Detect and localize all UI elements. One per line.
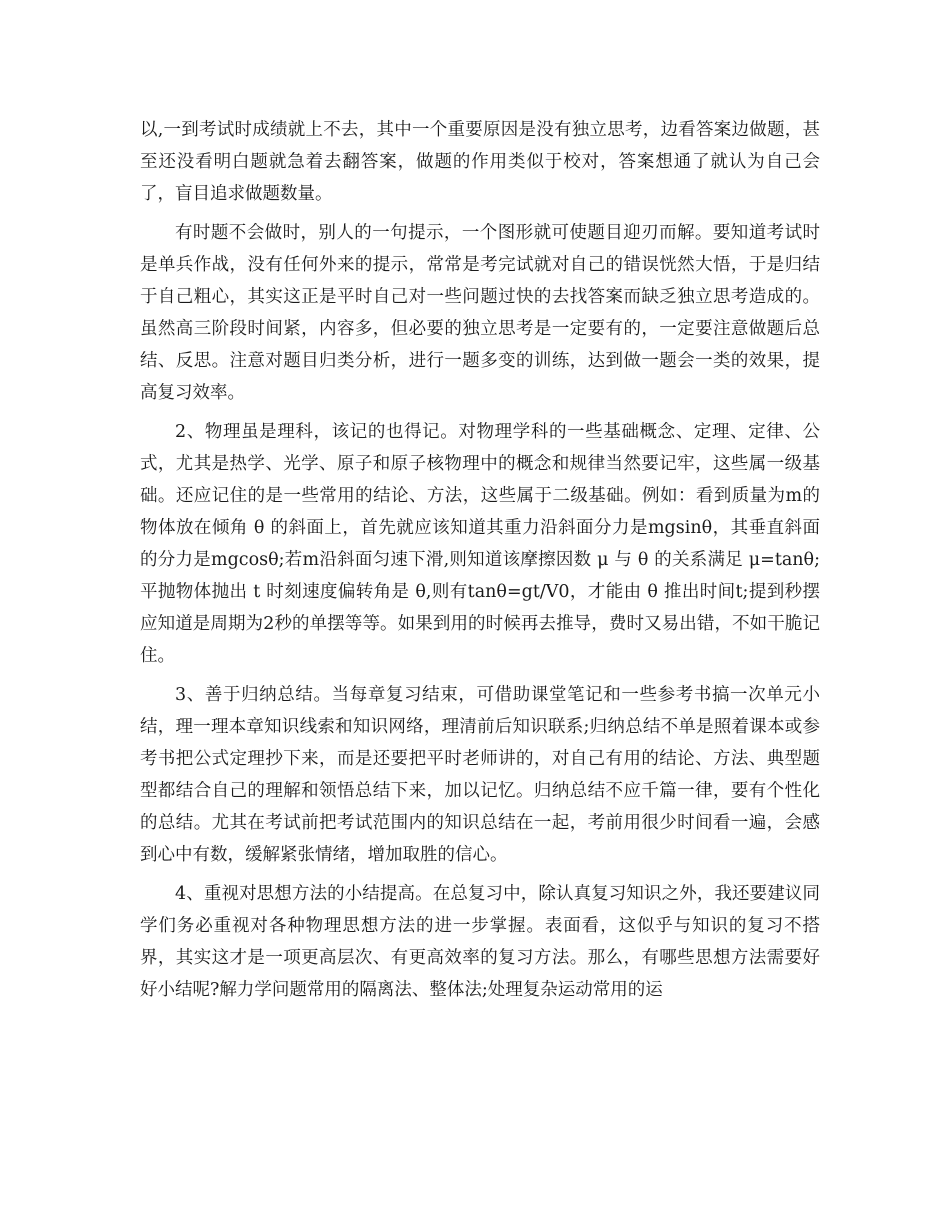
paragraph-independent-thinking: 有时题不会做时，别人的一句提示，一个图形就可使题目迎刃而解。要知道考试时是单兵作战，没有任何外来的提示，常常是考完试就对自己的错误恍然大悟，于是归结于自己粗心，其实这正是平时自己对一些问题过快的去找答案而缺乏独立思考造成的。虽然高三阶段时间紧，内容多，但必要的独立思考是一定要有的，一定要注意做题后总结、反思。注意对题目归类分析，进行一题多变的训练，达到做一题会一类的效果，提高复习效率。	[140, 223, 820, 403]
document-body	[140, 114, 820, 1013]
paragraph-point-3-summarize: 3、善于归纳总结。当每章复习结束，可借助课堂笔记和一些参考书搞一次单元小结，理一理本章知识线索和知识网络，理清前后知识联系;归纳总结不单是照着课本或参考书把公式定理抄下来，而是还要把平时老师讲的，对自己有用的结论、方法、典型题型都结合自己的理解和领悟总结下来，加以记忆。归纳总结不应千篇一律，要有个性化的总结。尤其在考试前把考试范围内的知识总结在一起，考前用很少时间看一遍，会感到心中有数，缓解紧张情绪，增加取胜的信心。	[140, 685, 820, 865]
paragraph-continuation: 以,一到考试时成绩就上不去，其中一个重要原因是没有独立思考，边看答案边做题，甚至还没看明白题就急着去翻答案，做题的作用类似于校对，答案想通了就认为自己会了，盲目追求做题数量。	[140, 120, 820, 204]
paragraph-point-2-memorize: 2、物理虽是理科，该记的也得记。对物理学科的一些基础概念、定理、定律、公式，尤其是热学、光学、原子和原子核物理中的概念和规律当然要记牢，这些属一级基础。还应记住的是一些常用的结论、方法，这些属于二级基础。例如：看到质量为m的物体放在倾角 θ 的斜面上，首先就应该知道其重力沿斜面分力是mgsinθ，其垂直斜面的分力是mgcosθ;若m沿斜面匀速下滑,则知道该摩擦因数 μ 与 θ 的关系满足 μ=tanθ;平抛物体抛出 t 时刻速度偏转角是 θ,则有tanθ=gt/V0，才能由 θ 推出时间t;提到秒摆应知道是周期为2秒的单摆等等。如果到用的时候再去推导，费时又易出错，不如干脆记住。	[140, 422, 820, 666]
paragraph-point-4-methods: 4、重视对思想方法的小结提高。在总复习中，除认真复习知识之外，我还要建议同学们务必重视对各种物理思想方法的进一步掌握。表面看，这似乎与知识的复习不搭界，其实这才是一项更高层次、有更高效率的复习方法。那么，有哪些思想方法需要好好小结呢?解力学问题常用的隔离法、整体法;处理复杂运动常用的运	[140, 884, 820, 1000]
